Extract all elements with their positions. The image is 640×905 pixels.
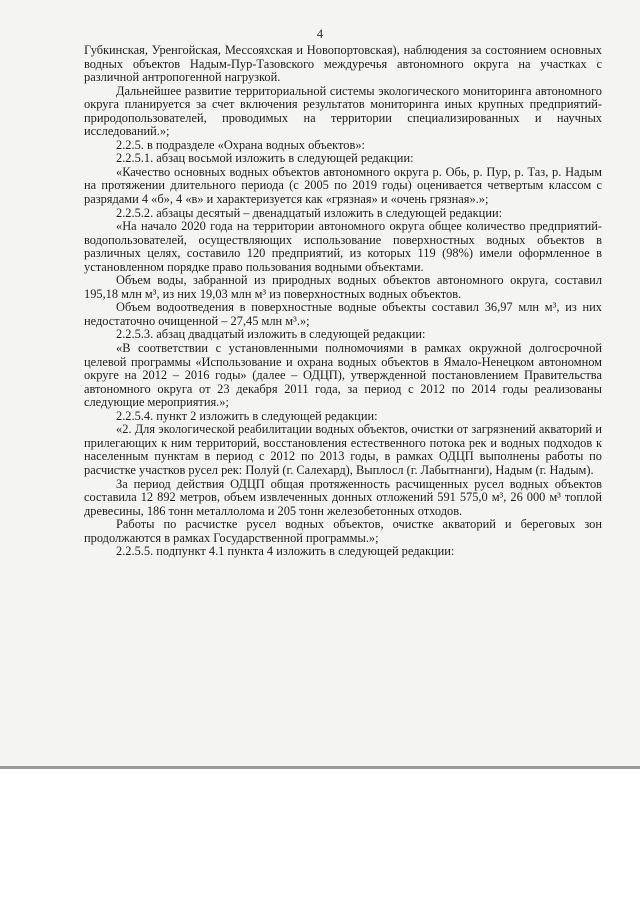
paragraph-item-2-2-5-3: 2.2.5.3. абзац двадцатый изложить в следующей редакции: <box>116 327 426 342</box>
paragraph-odcp-program: «В соответствии с установленными полномочиями в рамках окружной долгосрочной целевой программы «Использование и охрана водных объектов в Ямало-Ненецком автономном округе на 2012 – 2016 годы» (далее – ОДЦП), утвержденной постановлением Правительства автономного округа от 23 декабря 2011 года, за период с 2012 по 2014 годы реализованы следующие мероприятия.»; <box>84 341 602 410</box>
paragraph-ongoing-works: Работы по расчистке русел водных объектов, очистке акваторий и береговых зон продолжаются в рамках Государственной программы.»; <box>84 517 602 545</box>
paragraph-item-2-2-5-2: 2.2.5.2. абзацы десятый – двенадцатый изложить в следующей редакции: <box>116 205 503 220</box>
page-number: 4 <box>316 27 324 41</box>
paragraph-continuation: Губкинская, Уренгойская, Мессояхская и Новопортовская), наблюдения за состоянием основных водных объектов Надым-Пур-Тазовского междуречья автономного округа на участках с различной антропогенной нагрузкой. <box>84 43 602 85</box>
paragraph-monitoring-development: Дальнейшее развитие территориальной системы экологического мониторинга автономного округа планируется за счет включения результатов мониторинга иных крупных предприятий-природопользователей, проводимых на территории специализированных и научных исследований.»; <box>84 83 602 139</box>
page-bottom-edge <box>0 766 640 769</box>
paragraph-item-2-2-5: 2.2.5. в подразделе «Охрана водных объектов»: <box>116 137 365 152</box>
paragraph-water-discharge: Объем водоотведения в поверхностные водные объекты составил 36,97 млн м³, из них недостаточно очищенной – 27,45 млн м³.»; <box>84 300 602 328</box>
paragraph-water-intake: Объем воды, забранной из природных водных объектов автономного округа, составил 195,18 млн м³, из них 19,03 млн м³ из поверхностных водных объектов. <box>84 273 602 301</box>
paragraph-item-2-2-5-4: 2.2.5.4. пункт 2 изложить в следующей редакции: <box>116 408 378 423</box>
paragraph-item-2-2-5-5: 2.2.5.5. подпункт 4.1 пункта 4 изложить в следующей редакции: <box>116 544 455 559</box>
paragraph-water-users: «На начало 2020 года на территории автономного округа общее количество предприятий-водопользователей, осуществляющих использование поверхностных водных объектов в различных целях, составило 120 предприятий, из которых 119 (98%) имели оформленное в установленном порядке право пользования водными объектами. <box>84 219 602 274</box>
paragraph-rehabilitation: «2. Для экологической реабилитации водных объектов, очистки от загрязнений акваторий и прилегающих к ним территорий, восстановления естественного потока рек и водных подходов к населенным пунктам в период с 2012 по 2013 годы, в рамках ОДЦП выполнены работы по расчистке участков русел рек: Полуй (г. Салехард), Выплосл (г. Лабытнанги), Надым (г. Надым). <box>84 422 602 477</box>
document-body <box>84 44 602 559</box>
paragraph-water-quality: «Качество основных водных объектов автономного округа р. Обь, р. Пур, р. Таз, р. Надым на протяжении длительного периода (с 2005 по 2019 годы) оценивается четвертым классом с разрядами 4 «б», 4 «в» и характеризуется как «грязная» и «очень грязная».»; <box>84 164 602 207</box>
paragraph-odcp-results: За период действия ОДЦП общая протяженность расчищенных русел водных объектов составила 12 892 метров, объем извлеченных донных отложений 591 575,0 м³, 26 000 м³ топлой древесины, 186 тонн металлолома и 205 тонн железобетонных отходов. <box>84 476 602 518</box>
paragraph-item-2-2-5-1: 2.2.5.1. абзац восьмой изложить в следующей редакции: <box>116 151 414 166</box>
